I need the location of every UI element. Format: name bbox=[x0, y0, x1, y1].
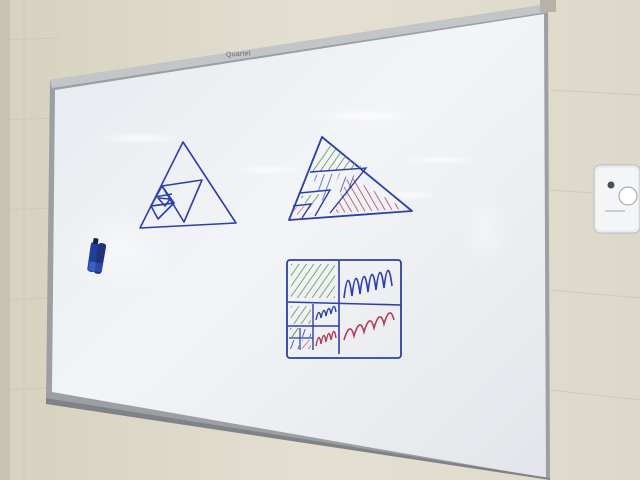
whiteboard-brand-label: Quartet bbox=[225, 50, 251, 59]
wall-corner bbox=[0, 0, 10, 480]
wall-bracket bbox=[540, 0, 556, 12]
thermostat-icon bbox=[594, 165, 640, 233]
